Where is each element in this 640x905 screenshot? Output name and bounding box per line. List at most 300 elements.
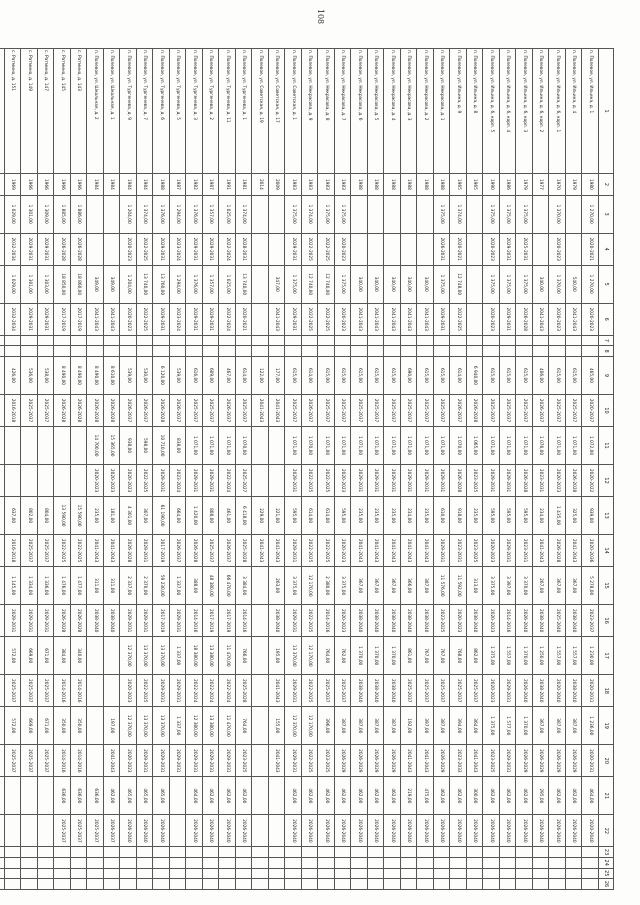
table-cell: 2025-2037	[21, 745, 38, 777]
table-cell	[566, 879, 583, 890]
table-cell: 18 850,00	[54, 265, 71, 303]
table-cell	[351, 847, 368, 858]
table-cell: 2014-2016	[71, 675, 88, 707]
table-cell	[285, 868, 302, 879]
table-cell: 1 375,00	[483, 195, 500, 233]
table-cell	[467, 303, 484, 335]
table-cell	[87, 868, 104, 879]
table-cell: 2026-2040	[203, 815, 220, 847]
table-cell	[549, 335, 566, 346]
table-cell	[467, 868, 484, 879]
table-cell	[566, 233, 583, 265]
table-cell	[516, 879, 533, 890]
table-cell: 300,00	[467, 777, 484, 815]
table-cell: 13 370,00	[153, 637, 170, 675]
table-cell: 349,00	[87, 265, 104, 303]
table-cell: 2025-2037	[450, 675, 467, 707]
table-cell: 2020-2023	[335, 233, 352, 265]
table-cell	[368, 868, 385, 879]
table-cell: 6 418,00	[236, 497, 253, 535]
table-cell: 2026-2037	[302, 395, 319, 427]
table-cell: 2025-2037	[401, 395, 418, 427]
table-cell: 2026-2040	[566, 815, 583, 847]
address-cell: п. Полевое, ул. Ильина, д. 6, корп. 5	[483, 49, 500, 174]
table-cell	[533, 857, 550, 868]
table-cell	[500, 346, 517, 357]
table-row	[566, 49, 583, 890]
table-row	[0, 49, 5, 890]
address-cell: п. Полевое, ул. Ильина, д. 8	[467, 49, 484, 174]
table-cell: 3 375,00	[483, 567, 500, 605]
table-cell: 2029-2031	[500, 535, 517, 567]
table-cell	[120, 335, 137, 346]
table-cell	[104, 868, 121, 879]
table-cell: 1 370,00	[351, 637, 368, 675]
table-cell: 768,00	[450, 637, 467, 675]
table-cell: 615,00	[566, 356, 583, 394]
table-cell: 1 294,00	[170, 265, 187, 303]
table-cell: 2020-2023	[335, 465, 352, 497]
address-cell: с. Ратмино, д. 149	[21, 49, 38, 174]
table-cell	[5, 847, 22, 858]
table-cell	[203, 847, 220, 858]
column-number: 18	[599, 675, 614, 707]
table-cell	[5, 426, 22, 464]
table-cell: 2016-2018	[5, 535, 22, 567]
table-cell: 12 170,00	[302, 637, 319, 675]
table-cell	[71, 847, 88, 858]
table-cell	[467, 857, 484, 868]
table-cell	[483, 847, 500, 858]
table-cell	[71, 879, 88, 890]
table-cell: 122,00	[252, 356, 269, 394]
address-cell: п. Полевое, ул. Ильина, д. 9	[450, 49, 467, 174]
table-cell: 1 236,00	[582, 707, 599, 745]
table-cell	[21, 346, 38, 357]
table-cell	[417, 346, 434, 357]
table-cell: 387,00	[566, 707, 583, 745]
table-cell: 2022-2025	[71, 535, 88, 567]
table-cell	[5, 815, 22, 847]
table-cell: 2026-2040	[467, 815, 484, 847]
table-cell: 12 740,00	[318, 265, 335, 303]
table-cell	[351, 346, 368, 357]
table-cell: 2029-2031	[153, 745, 170, 777]
table-cell: 1 370,00	[368, 637, 385, 675]
table-cell: 1 071,00	[285, 426, 302, 464]
table-row	[21, 49, 38, 890]
address-cell: п. Полевое, ул. Некрасова, д. 2	[417, 49, 434, 174]
table-cell: 219,00	[401, 777, 418, 815]
table-cell: 2 337,00	[120, 567, 137, 605]
table-cell: 2029-2031	[21, 233, 38, 265]
table-cell	[417, 195, 434, 233]
table-cell	[0, 465, 5, 497]
table-cell: 2029-2031	[21, 605, 38, 637]
table-cell	[302, 847, 319, 858]
table-cell: 1984	[87, 174, 104, 195]
table-cell: 615,00	[500, 356, 517, 394]
table-cell: 12 170,00	[302, 567, 319, 605]
table-cell: 2041-2043	[269, 535, 286, 567]
table-cell: 615,00	[318, 356, 335, 394]
table-cell: 2020-2023	[549, 303, 566, 335]
table-cell: 1 303,00	[38, 265, 55, 303]
table-cell: 462,00	[318, 777, 335, 815]
table-cell	[87, 335, 104, 346]
table-cell: 595,00	[285, 497, 302, 535]
table-cell: 2022-2025	[302, 303, 319, 335]
table-cell: 2026-2037	[104, 815, 121, 847]
table-cell	[252, 815, 269, 847]
table-cell: 2029-2031	[285, 465, 302, 497]
table-cell	[71, 426, 88, 464]
table-cell: 234,00	[401, 497, 418, 535]
table-cell: 1 301,00	[21, 265, 38, 303]
table-cell: 2026-2040	[417, 815, 434, 847]
column-number: 6	[599, 303, 614, 335]
table-cell: 669,00	[21, 707, 38, 745]
table-cell: 1 071,00	[219, 426, 236, 464]
table-cell: 2038-2040	[533, 675, 550, 707]
table-cell	[252, 777, 269, 815]
table-cell: 307,00	[137, 497, 154, 535]
table-row	[318, 49, 335, 890]
table-cell: 2029-2031	[401, 465, 418, 497]
table-cell	[87, 745, 104, 777]
table-cell: 2029-2031	[285, 605, 302, 637]
address-cell: с. Ратмино, д. 145	[54, 49, 71, 174]
table-cell: 2041-2043	[269, 395, 286, 427]
table-cell	[170, 868, 187, 879]
table-cell: 462,00	[500, 777, 517, 815]
table-cell	[21, 847, 38, 858]
column-number: 23	[599, 847, 614, 858]
table-cell	[252, 303, 269, 335]
table-cell: 2026-2040	[450, 815, 467, 847]
table-cell: 462,00	[450, 777, 467, 815]
table-cell	[236, 335, 253, 346]
table-cell: 14 700,00	[87, 426, 104, 464]
table-cell: 387,00	[384, 707, 401, 745]
table-cell: 340,00	[417, 265, 434, 303]
table-cell: 610,00	[434, 497, 451, 535]
column-number: 15	[599, 567, 614, 605]
table-cell: 2025-2037	[38, 535, 55, 567]
table-cell	[0, 815, 5, 847]
table-cell	[467, 233, 484, 265]
table-cell: 2038-2040	[467, 605, 484, 637]
column-number: 10	[599, 395, 614, 427]
table-cell	[516, 857, 533, 868]
table-cell	[269, 879, 286, 890]
table-cell: 1 557,00	[500, 637, 517, 675]
table-cell: 615,00	[335, 356, 352, 394]
table-cell: 13 370,00	[137, 637, 154, 675]
table-cell: 1984	[120, 174, 137, 195]
table-cell	[582, 868, 599, 879]
table-cell	[500, 868, 517, 879]
table-cell	[252, 465, 269, 497]
table-cell: 2020-2023	[120, 465, 137, 497]
table-cell: 2038-2040	[566, 675, 583, 707]
table-cell	[0, 335, 5, 346]
table-cell: 2026-2028	[153, 395, 170, 427]
table-cell	[351, 335, 368, 346]
table-cell	[467, 346, 484, 357]
table-cell: 2025-2037	[549, 395, 566, 427]
table-cell: 462,00	[302, 777, 319, 815]
table-cell: 2026-2040	[516, 815, 533, 847]
table-cell	[5, 335, 22, 346]
table-cell	[351, 233, 368, 265]
column-number: 16	[599, 605, 614, 637]
table-cell: 2025-2037	[38, 745, 55, 777]
table-cell: 311,00	[87, 567, 104, 605]
table-cell: 2022-2024	[186, 675, 203, 707]
table-cell: 2020-2023	[335, 605, 352, 637]
table-cell	[318, 847, 335, 858]
table-cell: 2029-2031	[500, 233, 517, 265]
table-cell: 2025-2037	[434, 675, 451, 707]
table-cell: 2029-2031	[170, 605, 187, 637]
table-cell: 1 029,00	[5, 265, 22, 303]
table-cell: 2041-2043	[384, 535, 401, 567]
table-cell: 615,00	[384, 356, 401, 394]
column-number: 7	[599, 335, 614, 346]
table-cell: 15 590,00	[71, 497, 88, 535]
table-cell: 2 370,00	[137, 567, 154, 605]
table-cell: 235,00	[87, 497, 104, 535]
table-cell: 2026-2037	[170, 535, 187, 567]
table-cell: 2026-2028	[54, 395, 71, 427]
table-cell: 2026-2029	[351, 745, 368, 777]
table-cell	[269, 857, 286, 868]
table-cell: 2023-2033	[450, 745, 467, 777]
table-cell	[368, 335, 385, 346]
table-cell	[269, 426, 286, 464]
table-cell: 13 740,00	[137, 265, 154, 303]
table-cell	[318, 868, 335, 879]
table-cell	[302, 335, 319, 346]
table-cell: 8 490,00	[87, 356, 104, 394]
table-cell: 1 370,00	[516, 637, 533, 675]
table-row	[120, 49, 137, 890]
address-cell	[0, 49, 5, 174]
table-cell: 2026-2028	[54, 233, 71, 265]
table-cell	[170, 335, 187, 346]
table-cell: 1 375,00	[335, 265, 352, 303]
table-cell: 2026-2040	[120, 815, 137, 847]
table-cell: 2014-2016	[71, 745, 88, 777]
table-cell: 2022-2025	[137, 675, 154, 707]
table-cell: 2026-2037	[170, 395, 187, 427]
address-cell: п. Полевое, ул. Некрасова, д. 7	[335, 49, 352, 174]
table-cell: 2041-2043	[252, 395, 269, 427]
table-cell: 2038-2040	[269, 605, 286, 637]
table-cell: 2038-2040	[384, 605, 401, 637]
table-cell: 1 375,00	[483, 637, 500, 675]
table-cell	[0, 745, 5, 777]
table-cell: 2029-2031	[38, 303, 55, 335]
table-cell: 1 375,00	[335, 195, 352, 233]
table-row	[186, 49, 203, 890]
table-cell	[467, 265, 484, 303]
table-cell: 1988	[434, 174, 451, 195]
table-cell	[5, 857, 22, 868]
table-cell: 2025-2037	[38, 675, 55, 707]
table-cell: 1 071,00	[500, 426, 517, 464]
address-cell: п. Полевое, ул. Тургенева, д. 11	[219, 49, 236, 174]
table-cell	[252, 857, 269, 868]
table-cell	[483, 868, 500, 879]
table-row	[5, 49, 22, 890]
table-cell	[0, 675, 5, 707]
table-cell: 1 375,00	[483, 707, 500, 745]
table-cell: 462,00	[483, 777, 500, 815]
table-cell: 2029-2031	[500, 745, 517, 777]
table-cell	[87, 637, 104, 675]
table-cell: 1 070,00	[450, 426, 467, 464]
table-cell: 615,00	[549, 356, 566, 394]
column-number: 5	[599, 265, 614, 303]
table-cell: 1 071,00	[368, 426, 385, 464]
table-cell: 1 071,00	[318, 426, 335, 464]
table-cell	[335, 847, 352, 858]
table-cell	[467, 335, 484, 346]
table-cell: 2029-2031	[203, 303, 220, 335]
table-cell: 2023-2024	[170, 303, 187, 335]
table-cell: 1 071,00	[186, 426, 203, 464]
table-cell: 1 375,00	[483, 265, 500, 303]
column-number: 14	[599, 535, 614, 567]
address-cell: п. Полевое, ул. Ильина, д. 6, корп. 2	[533, 49, 550, 174]
table-cell: 2017-2019	[203, 605, 220, 637]
table-cell	[170, 847, 187, 858]
table-cell: 2041-2043	[351, 303, 368, 335]
table-cell: 2026-2029	[516, 745, 533, 777]
table-cell: 388,00	[186, 567, 203, 605]
column-number: 25	[599, 868, 614, 879]
table-cell: 2025-2037	[38, 395, 55, 427]
table-cell	[120, 868, 137, 879]
table-cell	[335, 868, 352, 879]
table-cell: 1 357,00	[203, 195, 220, 233]
table-cell: 462,00	[368, 777, 385, 815]
table-cell: 1 374,00	[450, 195, 467, 233]
table-cell	[384, 868, 401, 879]
table-cell: 8 490,00	[54, 356, 71, 394]
table-cell	[483, 857, 500, 868]
table-cell	[384, 346, 401, 357]
table-cell: 2022-2024	[219, 675, 236, 707]
table-cell: 387,00	[368, 707, 385, 745]
table-cell: 2025-2037	[285, 395, 302, 427]
table-cell: 762,00	[335, 637, 352, 675]
table-cell: 397,00	[417, 707, 434, 745]
table-cell: 367,00	[384, 567, 401, 605]
table-cell	[549, 346, 566, 357]
table-cell: 2025-2037	[71, 815, 88, 847]
table-cell: 2016-2018	[5, 395, 22, 427]
table-cell: 2026-2037	[219, 395, 236, 427]
address-cell: п. Полевое, ул. Школьная, д. 2	[87, 49, 104, 174]
table-row	[153, 49, 170, 890]
table-cell: 465,00	[153, 777, 170, 815]
table-cell: 1 370,00	[516, 707, 533, 745]
table-cell: 2023-2025	[483, 745, 500, 777]
table-cell: 2020-2040	[582, 815, 599, 847]
table-cell	[252, 745, 269, 777]
table-cell: 3 375,00	[285, 567, 302, 605]
table-cell: 366,00	[401, 567, 418, 605]
table-cell: 2029-2031	[5, 605, 22, 637]
table-cell	[104, 675, 121, 707]
table-cell: 636,00	[54, 777, 71, 815]
table-cell: 2020-2022	[582, 465, 599, 497]
table-row	[236, 49, 253, 890]
table-cell: 572,00	[5, 637, 22, 675]
table-cell: 2020-2021	[582, 233, 599, 265]
table-cell	[0, 868, 5, 879]
table-cell	[137, 879, 154, 890]
table-cell	[384, 857, 401, 868]
table-cell: 1 886,00	[71, 195, 88, 233]
table-cell: 384,00	[54, 637, 71, 675]
table-cell: 595,00	[335, 497, 352, 535]
table-cell: 2025-2037	[500, 395, 517, 427]
table-cell: 2026-2040	[236, 815, 253, 847]
table-cell: 1 204,00	[120, 265, 137, 303]
table-cell: 2022-2025	[137, 303, 154, 335]
table-cell: 2023-2025	[318, 745, 335, 777]
table-cell: 918,00	[450, 497, 467, 535]
table-cell	[252, 637, 269, 675]
table-cell	[170, 879, 187, 890]
table-cell	[0, 356, 5, 394]
table-cell: 2026-2028	[549, 535, 566, 567]
table-cell: 1984	[104, 174, 121, 195]
table-cell: 536,00	[21, 356, 38, 394]
table-cell: 2022-2025	[318, 535, 335, 567]
table-cell	[252, 847, 269, 858]
table-cell: 2025-2037	[21, 535, 38, 567]
table-cell	[302, 879, 319, 890]
table-cell	[318, 879, 335, 890]
table-cell	[0, 535, 5, 567]
table-cell: 367,00	[533, 707, 550, 745]
table-cell	[203, 879, 220, 890]
table-cell	[533, 879, 550, 890]
table-cell	[104, 346, 121, 357]
table-cell: 349,00	[104, 265, 121, 303]
table-cell: 808,00	[203, 497, 220, 535]
table-cell: 2025-2037	[318, 395, 335, 427]
table-row	[87, 49, 104, 890]
table-cell	[269, 233, 286, 265]
table-cell: 1 357,00	[203, 265, 220, 303]
table-cell: 5 278,00	[582, 567, 599, 605]
table-cell: 2020-2023	[483, 303, 500, 335]
table-cell: 1 071,00	[351, 426, 368, 464]
table-cell: 2020-2023	[104, 465, 121, 497]
table-cell: 2041-2043	[87, 303, 104, 335]
table-cell: 2020-2036	[582, 535, 599, 567]
table-cell: 1979	[516, 174, 533, 195]
table-cell	[285, 335, 302, 346]
table-cell: 426,00	[5, 356, 22, 394]
table-cell: 2041-2043	[368, 535, 385, 567]
